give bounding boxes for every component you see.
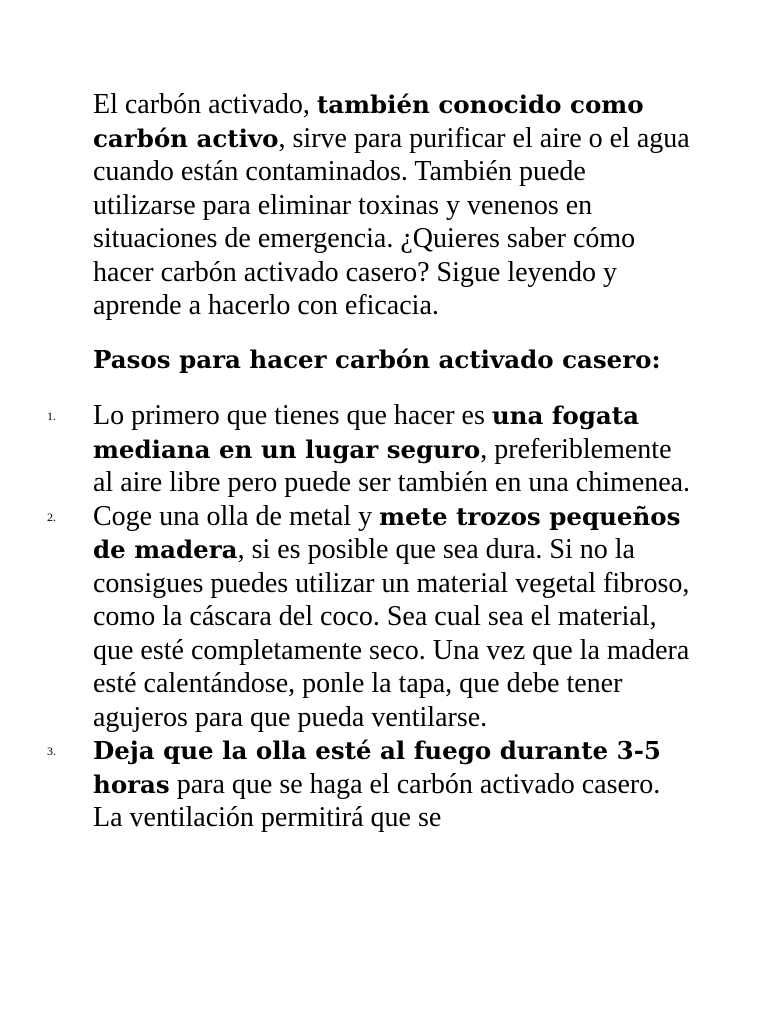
- list-item: [47, 734, 693, 835]
- document-page: [47, 88, 693, 835]
- intro-bold-phrase: también conocido como carbón activo: [93, 90, 644, 153]
- step-text-start: Coge una olla de metal y: [93, 500, 380, 532]
- intro-paragraph: [93, 88, 693, 323]
- list-item: [47, 500, 693, 735]
- intro-text-rest: , sirve para purificar el aire o el agua cuando están contaminados. También puede utilizarse para eliminar toxinas y venenos en situaciones de emergencia. ¿Quieres saber cómo hacer carbón activado casero? Sigue leyendo y aprende a hacerlo con eficacia.: [93, 122, 690, 321]
- step-number: 3.: [47, 744, 56, 758]
- step-text: [93, 500, 693, 735]
- step-bold-phrase: mete trozos pequeños de madera: [93, 501, 681, 564]
- step-text-rest: , preferiblemente al aire libre pero puede ser también en una chimenea.: [93, 433, 691, 498]
- step-text-rest: , si es posible que sea dura. Si no la consigues puedes utilizar un material vegetal fibroso, como la cáscara del coco. Sea cual sea el material, que esté completamente seco. Una vez que la madera esté calentándose, ponle la tapa, que debe tener agujeros para que pueda ventilarse.: [93, 534, 690, 733]
- step-text: [93, 734, 693, 835]
- step-text-start: Lo primero que tienes que hacer es: [93, 400, 492, 431]
- steps-list: [47, 399, 693, 835]
- list-item: [47, 399, 693, 500]
- step-bold-phrase: una fogata mediana en un lugar seguro: [93, 401, 639, 464]
- step-number: 1.: [47, 409, 56, 423]
- step-bold-phrase: Deja que la olla esté al fuego durante 3-5 horas: [93, 736, 661, 799]
- step-text-rest: para que se haga el carbón activado casero. La ventilación permitirá que se: [93, 768, 661, 833]
- intro-text-start: El carbón activado,: [93, 89, 317, 120]
- steps-heading: Pasos para hacer carbón activado casero:: [93, 344, 661, 374]
- step-number: 2.: [47, 509, 56, 524]
- step-text: [93, 399, 693, 500]
